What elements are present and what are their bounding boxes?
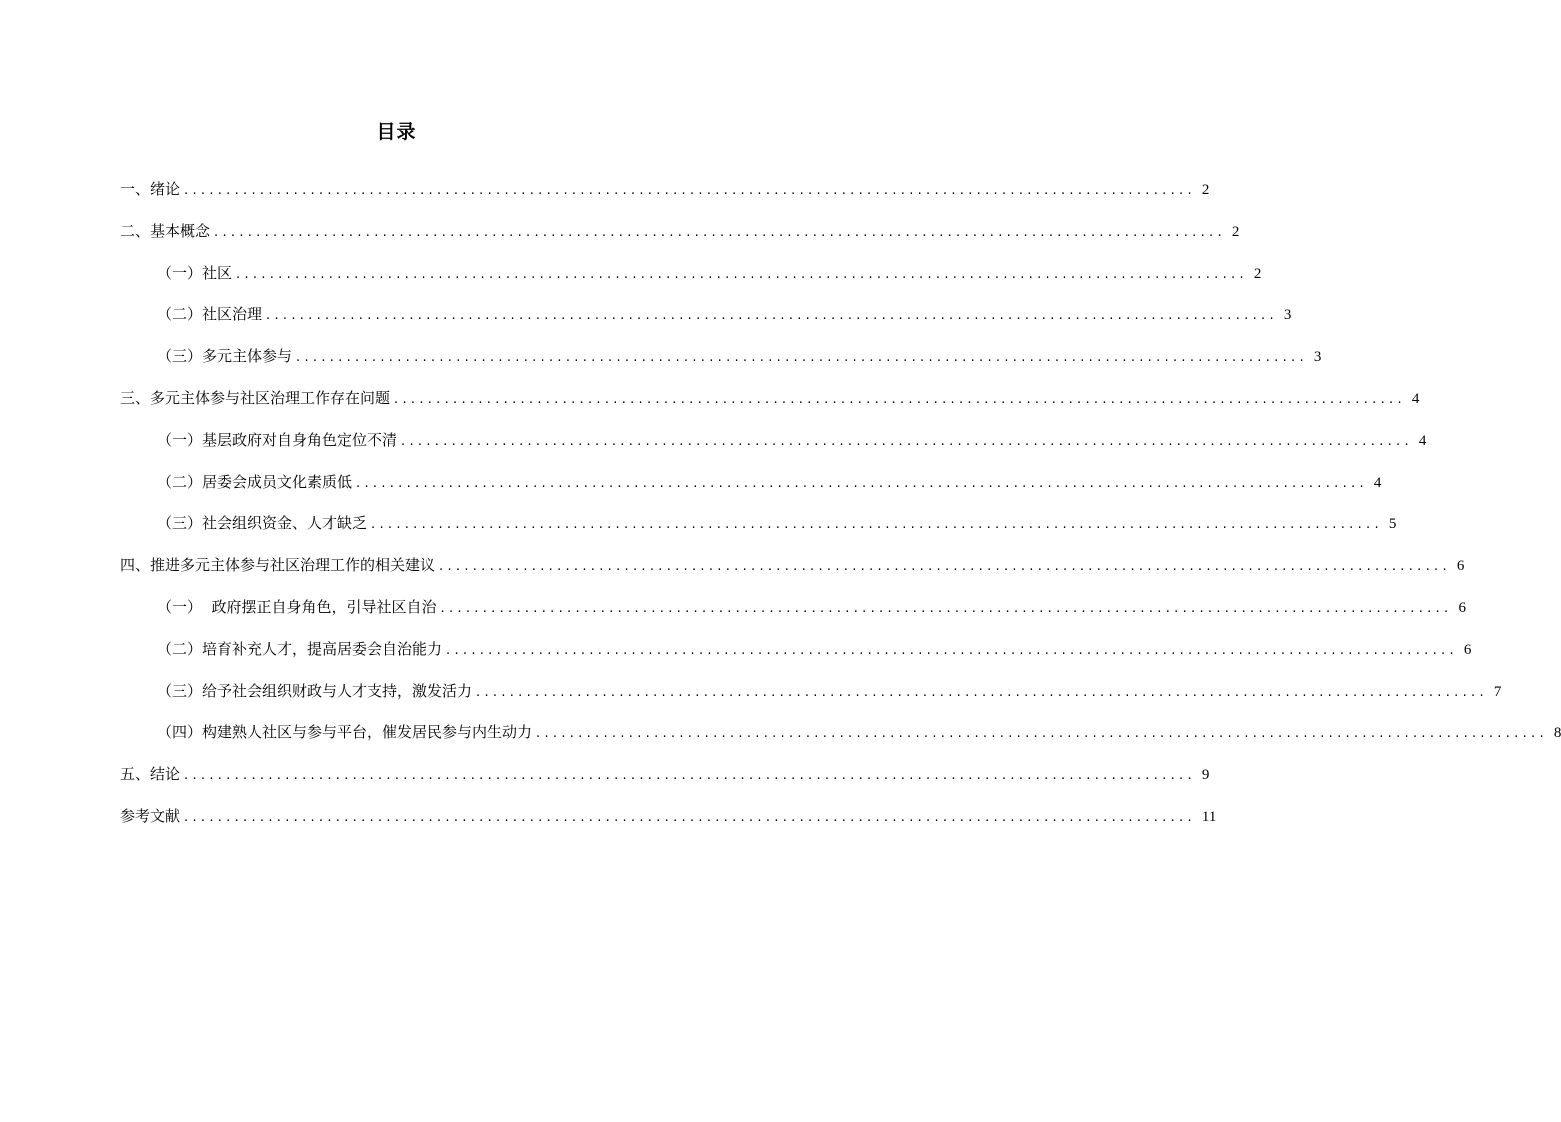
toc-page-number: 3	[1283, 307, 1292, 324]
toc-entry-label: 参考文献	[120, 806, 181, 825]
table-of-contents	[120, 176, 1561, 845]
toc-entry[interactable]	[120, 594, 1466, 636]
toc-leader-dots: ........................................................................................................................	[236, 266, 1248, 282]
toc-entry[interactable]	[120, 469, 1382, 511]
toc-page-number: 6	[1458, 599, 1466, 616]
toc-leader-dots: ........................................................................................................................	[394, 391, 1406, 407]
toc-entry-label: （四）构建熟人社区与参与平台，催发居民参与内生动力	[157, 723, 533, 742]
toc-entry-label: （三）社会组织资金、人才缺乏	[157, 514, 368, 533]
toc-page-number: 2	[1231, 223, 1240, 240]
toc-page-number: 9	[1201, 767, 1210, 784]
toc-page-number: 6	[1456, 558, 1465, 575]
toc-entry[interactable]	[120, 719, 1561, 761]
toc-entry-label: （三）给予社会组织财政与人才支持，激发活力	[157, 681, 473, 700]
toc-page-number: 4	[1373, 474, 1382, 491]
toc-leader-dots: ........................................................................................................................	[184, 768, 1196, 784]
toc-page-number: 6	[1463, 641, 1472, 658]
toc-entry[interactable]	[120, 385, 1420, 427]
toc-leader-dots: ........................................................................................................................	[536, 726, 1548, 742]
toc-entry[interactable]	[120, 510, 1397, 552]
toc-entry[interactable]	[120, 552, 1465, 594]
toc-entry[interactable]	[120, 636, 1472, 678]
page-title: 目录	[376, 120, 417, 143]
toc-entry-label: （二）社区治理	[157, 305, 263, 324]
toc-leader-dots: ........................................................................................................................	[440, 600, 1453, 616]
toc-entry-label: （一）基层政府对自身角色定位不清	[157, 430, 398, 449]
toc-entry[interactable]	[120, 301, 1292, 343]
toc-entry-label: 三、多元主体参与社区治理工作存在问题	[120, 388, 391, 407]
toc-page-number: 7	[1493, 683, 1502, 700]
toc-entry-label: （二）居委会成员文化素质低	[157, 472, 353, 491]
toc-page-number: 5	[1388, 516, 1397, 533]
toc-leader-dots: ........................................................................................................................	[371, 517, 1383, 533]
toc-leader-dots: ........................................................................................................................	[446, 642, 1458, 658]
toc-entry[interactable]	[120, 761, 1210, 803]
toc-leader-dots: ........................................................................................................................	[184, 809, 1196, 825]
toc-entry[interactable]	[120, 678, 1502, 720]
toc-entry-label: （一）社区	[157, 263, 233, 282]
toc-entry-label: 二、基本概念	[120, 221, 211, 240]
toc-page-number: 11	[1201, 808, 1217, 825]
toc-page-number: 3	[1313, 349, 1322, 366]
toc-entry[interactable]	[120, 343, 1322, 385]
toc-leader-dots: ........................................................................................................................	[296, 350, 1308, 366]
toc-entry-label: （一） 政府摆正自身角色，引导社区自治	[157, 597, 437, 616]
toc-entry-label: 四、推进多元主体参与社区治理工作的相关建议	[120, 556, 436, 575]
toc-page-number: 4	[1411, 390, 1420, 407]
toc-entry[interactable]	[120, 803, 1217, 845]
toc-leader-dots: ........................................................................................................................	[356, 475, 1368, 491]
toc-leader-dots: ........................................................................................................................	[214, 224, 1226, 240]
toc-entry-label: （二）培育补充人才，提高居委会自治能力	[157, 639, 443, 658]
toc-leader-dots: ........................................................................................................................	[401, 433, 1413, 449]
toc-entry-label: 五、结论	[120, 765, 181, 784]
toc-page-number: 4	[1418, 432, 1427, 449]
toc-entry[interactable]	[120, 176, 1210, 218]
toc-entry[interactable]	[120, 218, 1240, 260]
toc-leader-dots: ........................................................................................................................	[266, 308, 1278, 324]
toc-entry[interactable]	[120, 427, 1427, 469]
toc-leader-dots: ........................................................................................................................	[184, 183, 1196, 198]
toc-entry-label: 一、绪论	[120, 180, 181, 198]
toc-leader-dots: ........................................................................................................................	[439, 559, 1451, 575]
toc-page-number: 2	[1253, 265, 1262, 282]
toc-page-number: 2	[1201, 182, 1210, 198]
toc-entry-label: （三）多元主体参与	[157, 347, 293, 366]
toc-entry[interactable]	[120, 260, 1262, 302]
toc-page-number: 8	[1553, 725, 1561, 742]
toc-leader-dots: ........................................................................................................................	[476, 684, 1488, 700]
